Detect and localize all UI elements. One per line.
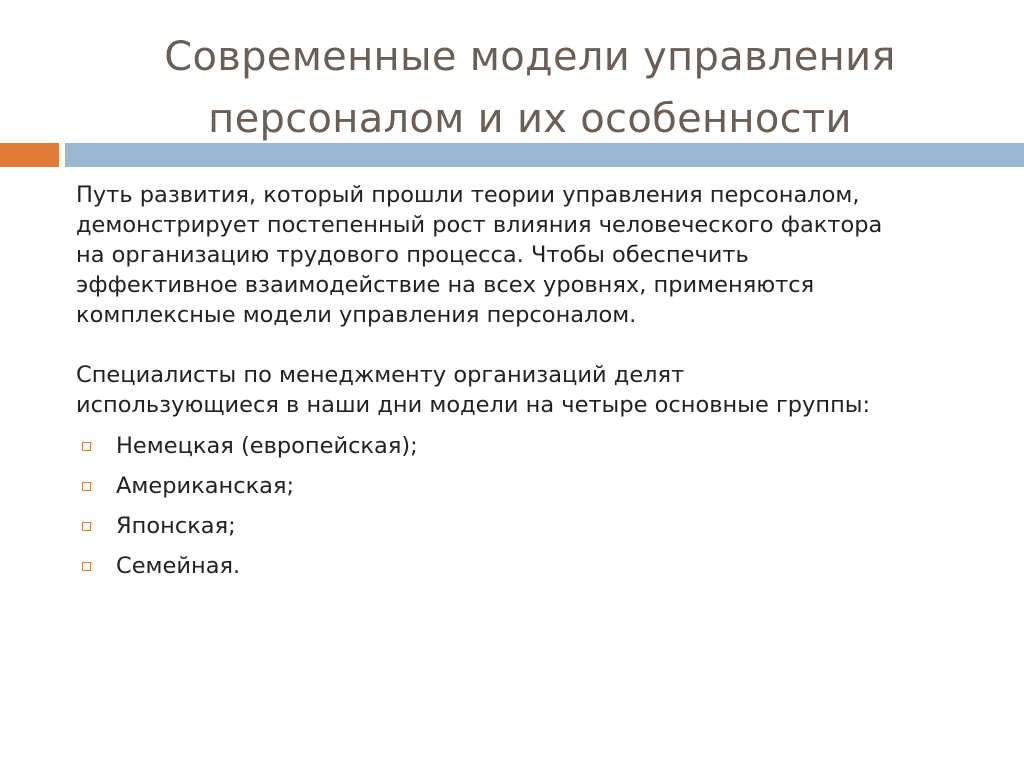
list-item xyxy=(76,506,1006,546)
hollow-square-icon xyxy=(82,482,91,491)
slide-body xyxy=(76,180,1006,586)
list-item-label: Американская; xyxy=(116,473,295,499)
list-item-label: Семейная. xyxy=(116,553,241,579)
slide-title-line: персоналом и их особенности xyxy=(208,96,852,142)
accent-bar-orange xyxy=(0,143,59,167)
list-item-label: Японская; xyxy=(116,513,236,539)
paragraph-line: комплексные модели управления персоналом. xyxy=(76,302,637,328)
paragraph-groups xyxy=(76,360,1006,420)
accent-bar-blue xyxy=(65,143,1024,167)
slide-title-line: Современные модели управления xyxy=(164,34,896,80)
list-item xyxy=(76,546,1006,586)
paragraph-line: на организацию трудового процесса. Чтобы обеспечить xyxy=(76,242,749,268)
model-list xyxy=(76,426,1006,586)
hollow-square-icon xyxy=(82,562,91,571)
list-item xyxy=(76,466,1006,506)
hollow-square-icon xyxy=(82,522,91,531)
paragraph-line: демонстрирует постепенный рост влияния человеческого фактора xyxy=(76,212,883,238)
paragraph-line: использующиеся в наши дни модели на четыре основные группы: xyxy=(76,392,871,418)
list-item xyxy=(76,426,1006,466)
paragraph-line: эффективное взаимодействие на всех уровнях, применяются xyxy=(76,272,815,298)
list-item-label: Немецкая (европейская); xyxy=(116,433,418,459)
paragraph-line: Специалисты по менеджменту организаций делят xyxy=(76,362,685,388)
paragraph-intro xyxy=(76,180,1006,330)
hollow-square-icon xyxy=(82,442,91,451)
paragraph-line: Путь развития, который прошли теории управления персоналом, xyxy=(76,182,860,208)
slide-title xyxy=(60,26,1000,150)
